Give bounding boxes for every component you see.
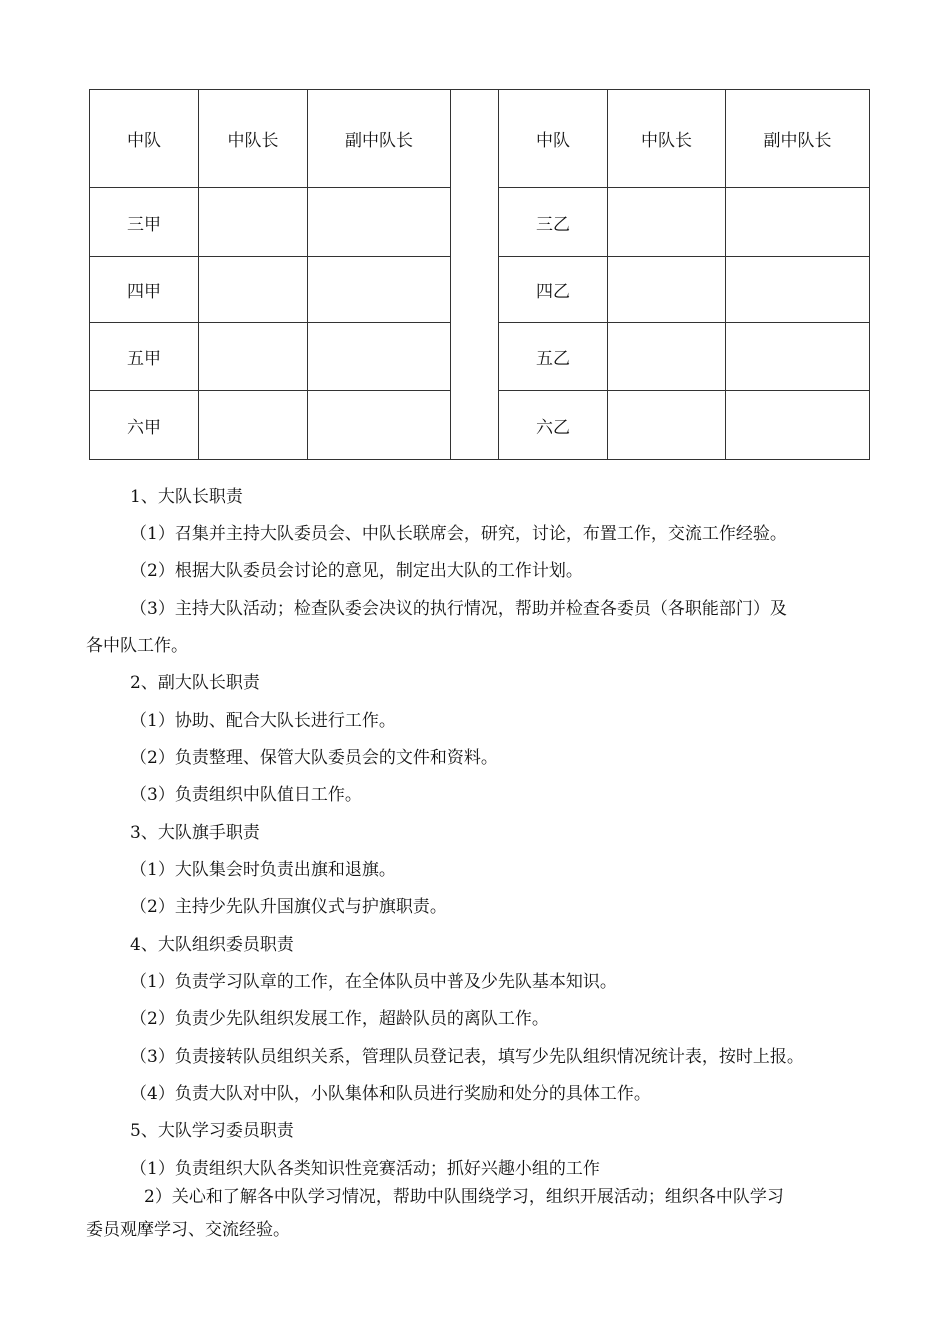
deputy-cell bbox=[308, 323, 451, 391]
paragraph-line: （2）根据大队委员会讨论的意见，制定出大队的工作计划。 bbox=[130, 561, 583, 581]
deputy-cell bbox=[726, 391, 870, 460]
paragraph-line: （3）负责接转队员组织关系，管理队员登记表，填写少先队组织情况统计表，按时上报。 bbox=[130, 1047, 804, 1067]
deputy-cell bbox=[308, 188, 451, 257]
leader-cell bbox=[608, 391, 726, 460]
squad-name-cell: 四甲 bbox=[90, 257, 199, 323]
header-deputy-right: 副中队长 bbox=[726, 90, 870, 188]
leader-cell bbox=[608, 188, 726, 257]
table-row bbox=[90, 391, 870, 460]
section-heading-2: 2、副大队长职责 bbox=[130, 673, 260, 693]
leader-cell bbox=[199, 391, 308, 460]
deputy-cell bbox=[308, 257, 451, 323]
paragraph-line: （1）召集并主持大队委员会、中队长联席会，研究，讨论，布置工作，交流工作经验。 bbox=[130, 524, 787, 544]
header-leader-left: 中队长 bbox=[199, 90, 308, 188]
paragraph-line: 2）关心和了解各中队学习情况，帮助中队围绕学习，组织开展活动；组织各中队学习 bbox=[144, 1187, 784, 1207]
roster-table bbox=[89, 89, 870, 460]
section-heading-3: 3、大队旗手职责 bbox=[130, 823, 260, 843]
header-squad-right: 中队 bbox=[499, 90, 608, 188]
deputy-cell bbox=[726, 257, 870, 323]
table-header-row bbox=[90, 90, 870, 188]
leader-cell bbox=[199, 188, 308, 257]
paragraph-line: （1）负责学习队章的工作，在全体队员中普及少先队基本知识。 bbox=[130, 972, 617, 992]
squad-name-cell: 三甲 bbox=[90, 188, 199, 257]
header-deputy-left: 副中队长 bbox=[308, 90, 451, 188]
header-squad-left: 中队 bbox=[90, 90, 199, 188]
deputy-cell bbox=[726, 188, 870, 257]
squad-name-cell: 五甲 bbox=[90, 323, 199, 391]
table-gap-column bbox=[451, 90, 499, 391]
leader-cell bbox=[199, 323, 308, 391]
deputy-cell bbox=[726, 323, 870, 391]
section-heading-1: 1、大队长职责 bbox=[130, 487, 243, 507]
paragraph-line: （3）负责组织中队值日工作。 bbox=[130, 785, 362, 805]
paragraph-line: （2）负责整理、保管大队委员会的文件和资料。 bbox=[130, 748, 498, 768]
squad-name-cell: 三乙 bbox=[499, 188, 608, 257]
paragraph-line: 委员观摩学习、交流经验。 bbox=[86, 1220, 290, 1240]
deputy-cell bbox=[308, 391, 451, 460]
paragraph-line: （2）负责少先队组织发展工作，超龄队员的离队工作。 bbox=[130, 1009, 549, 1029]
squad-name-cell: 五乙 bbox=[499, 323, 608, 391]
squad-name-cell: 六乙 bbox=[499, 391, 608, 460]
paragraph-line: （4）负责大队对中队，小队集体和队员进行奖励和处分的具体工作。 bbox=[130, 1084, 651, 1104]
section-heading-4: 4、大队组织委员职责 bbox=[130, 935, 294, 955]
squad-name-cell: 四乙 bbox=[499, 257, 608, 323]
paragraph-line: （2）主持少先队升国旗仪式与护旗职责。 bbox=[130, 897, 447, 917]
section-heading-5: 5、大队学习委员职责 bbox=[130, 1121, 294, 1141]
header-leader-right: 中队长 bbox=[608, 90, 726, 188]
leader-cell bbox=[608, 323, 726, 391]
squad-name-cell: 六甲 bbox=[90, 391, 199, 460]
paragraph-line: （3）主持大队活动；检查队委会决议的执行情况，帮助并检查各委员（各职能部门）及 bbox=[130, 599, 787, 619]
leader-cell bbox=[608, 257, 726, 323]
leader-cell bbox=[199, 257, 308, 323]
paragraph-line: （1）协助、配合大队长进行工作。 bbox=[130, 711, 396, 731]
paragraph-line: 各中队工作。 bbox=[86, 636, 188, 656]
paragraph-line: （1）负责组织大队各类知识性竞赛活动；抓好兴趣小组的工作 bbox=[130, 1159, 600, 1179]
table-gap-cell bbox=[451, 391, 499, 460]
paragraph-line: （1）大队集会时负责出旗和退旗。 bbox=[130, 860, 396, 880]
